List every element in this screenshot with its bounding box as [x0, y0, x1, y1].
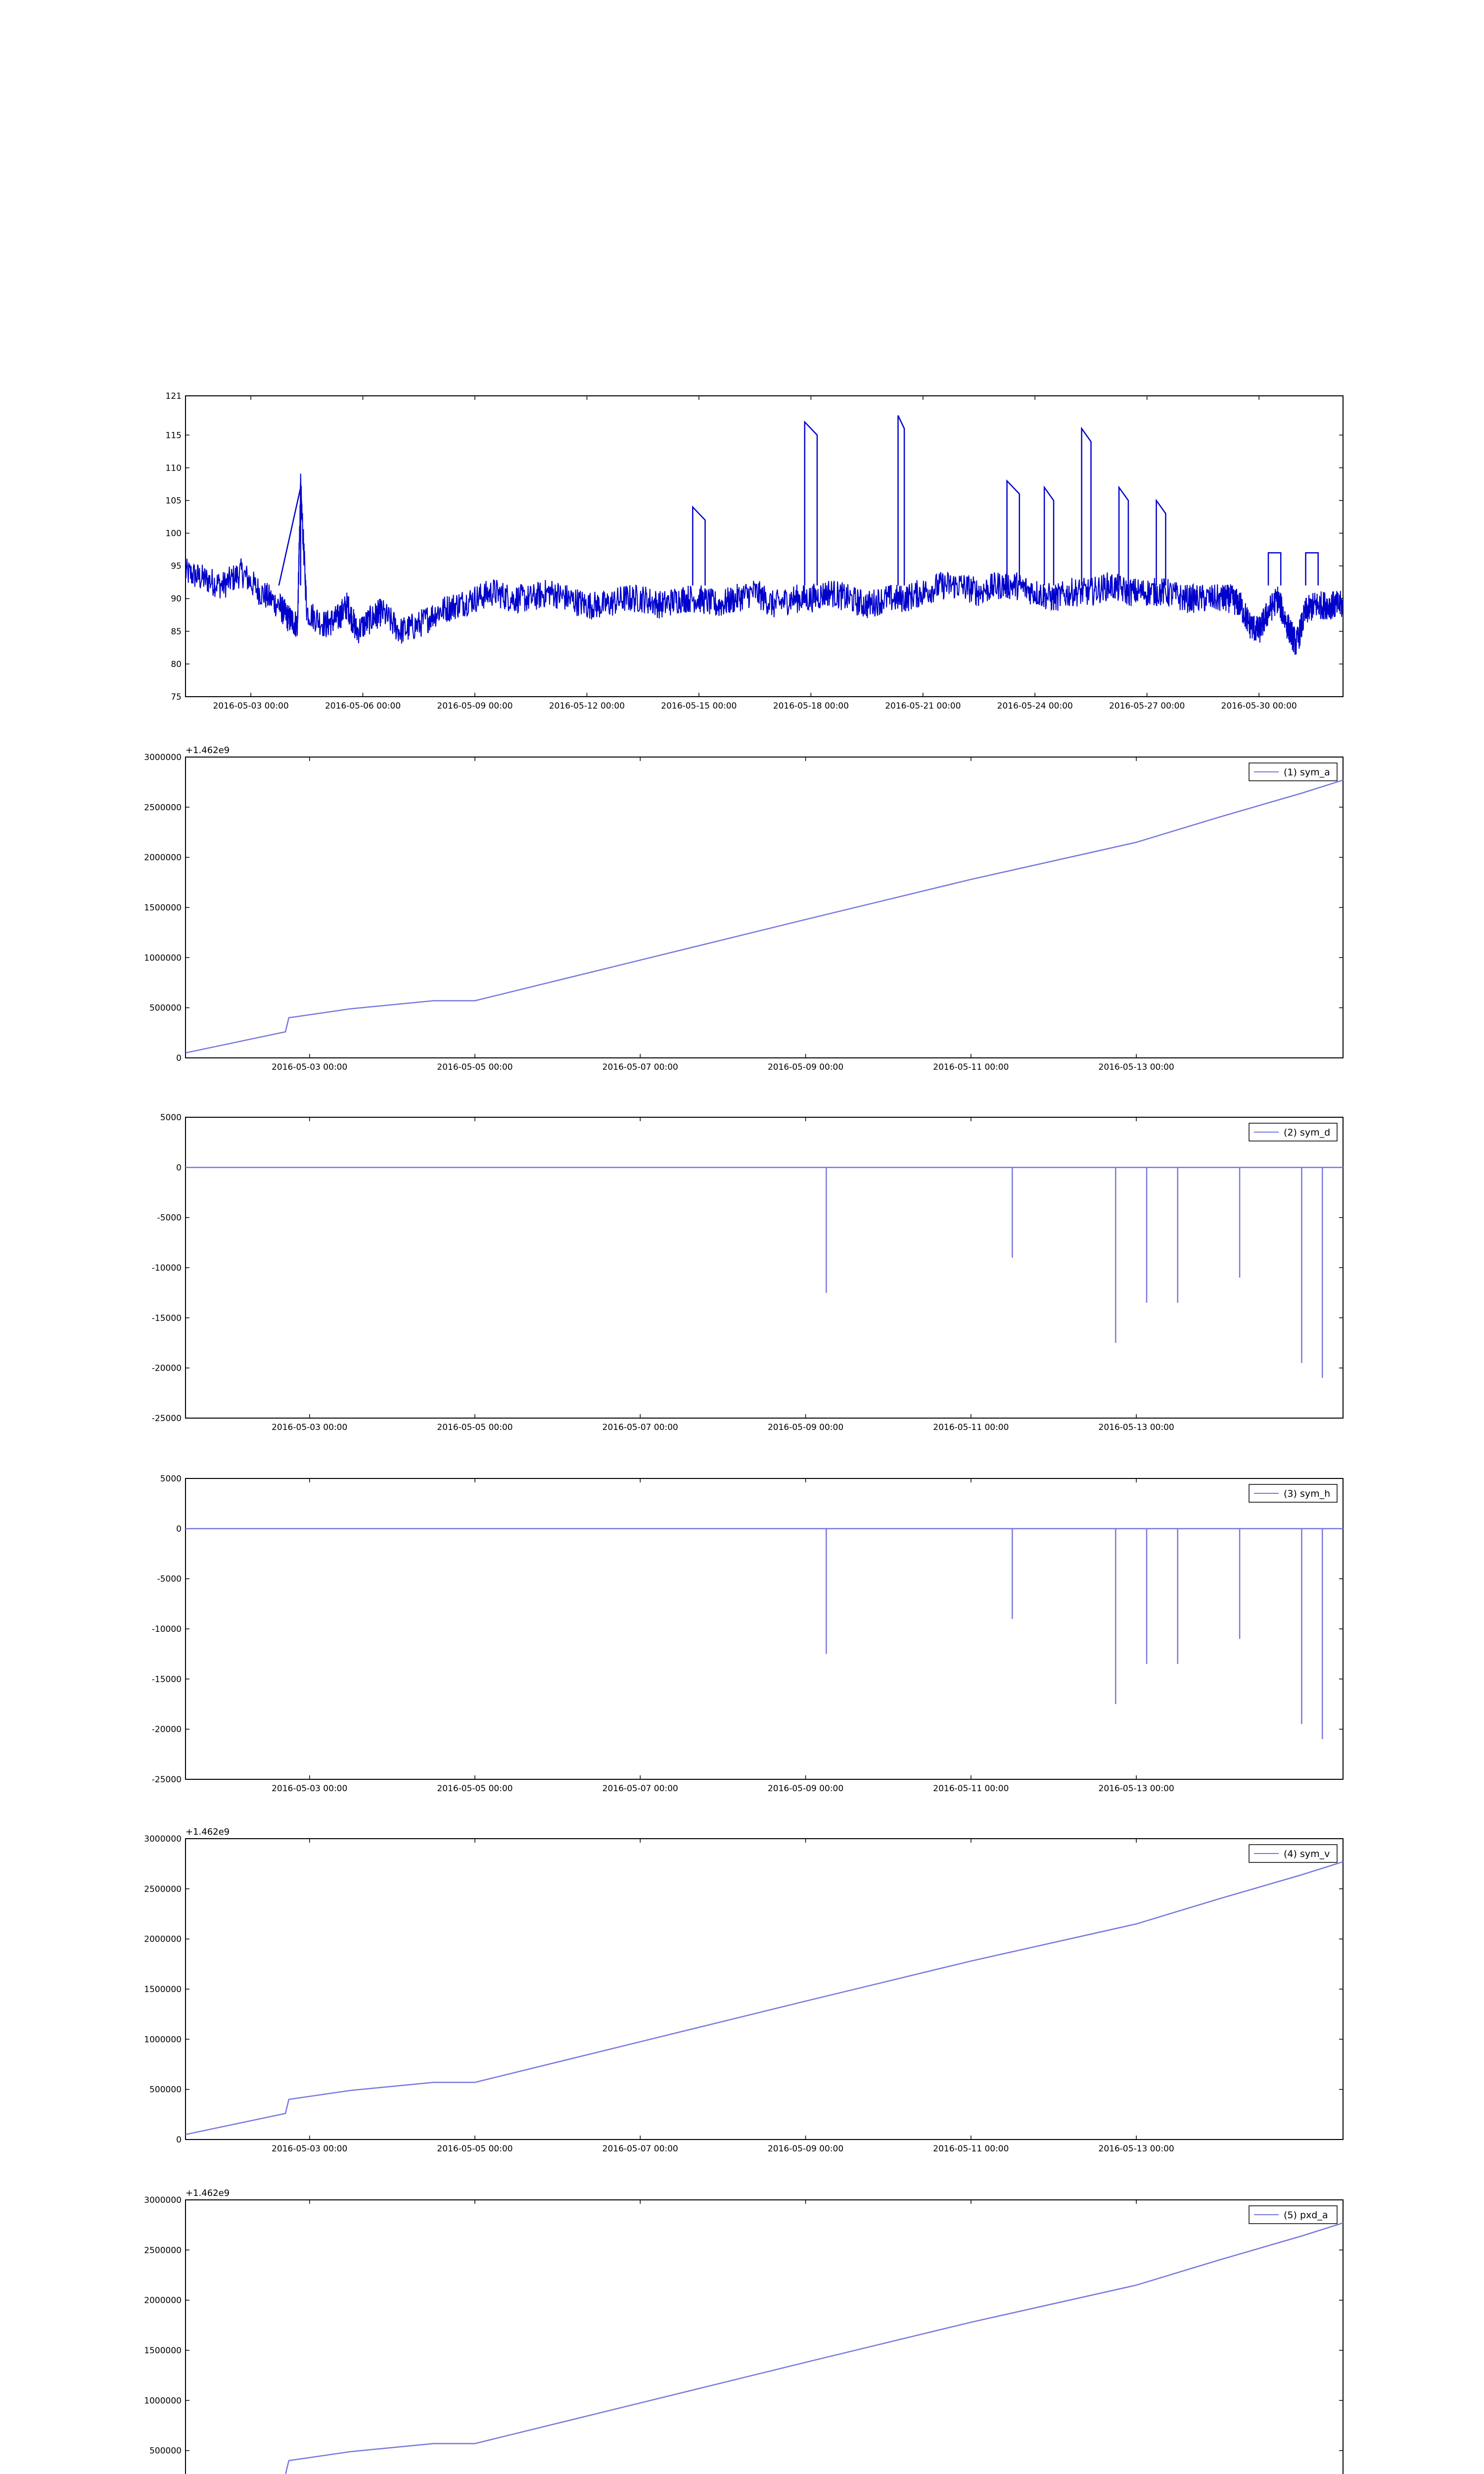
- plot-area: [186, 780, 1343, 1053]
- x-tick-label: 2016-05-27 00:00: [1109, 701, 1185, 711]
- y-tick-label: 115: [165, 430, 182, 441]
- x-tick-label: 2016-05-11 00:00: [933, 1784, 1009, 1794]
- series-line: [186, 1862, 1343, 2135]
- x-tick-label: 2016-05-06 00:00: [325, 701, 401, 711]
- y-tick-label: 2500000: [144, 803, 182, 813]
- series-spike: [279, 487, 301, 585]
- series-line: [186, 2223, 1343, 2474]
- y-tick-label: 80: [171, 659, 182, 669]
- series-spike: [1007, 481, 1020, 585]
- plot-area: [186, 1528, 1343, 1739]
- y-tick-label: 1000000: [144, 2035, 182, 2045]
- x-tick-label: 2016-05-07 00:00: [602, 2144, 678, 2154]
- legend-label: (4) sym_v: [1284, 1849, 1330, 1859]
- x-tick-label: 2016-05-07 00:00: [602, 1062, 678, 1072]
- x-tick-label: 2016-05-03 00:00: [272, 1423, 348, 1432]
- y-tick-label: -20000: [151, 1363, 182, 1374]
- y-tick-label: 0: [176, 1053, 182, 1063]
- y-tick-label: 2500000: [144, 1884, 182, 1895]
- x-tick-label: 2016-05-30 00:00: [1221, 701, 1297, 711]
- x-tick-label: 2016-05-03 00:00: [272, 1062, 348, 1072]
- plot-frame: [186, 1478, 1343, 1779]
- legend-label: (2) sym_d: [1284, 1127, 1331, 1138]
- x-tick-label: 2016-05-18 00:00: [773, 701, 849, 711]
- x-tick-label: 2016-05-24 00:00: [997, 701, 1073, 711]
- y-tick-label: -10000: [151, 1624, 182, 1634]
- plot-area: [186, 1167, 1343, 1378]
- x-tick-label: 2016-05-11 00:00: [933, 1062, 1009, 1072]
- legend-label: (5) pxd_a: [1284, 2210, 1328, 2221]
- legend: [1249, 1845, 1337, 1862]
- chart-panel-5: [144, 1827, 1343, 2154]
- plot-area: [186, 416, 1343, 655]
- chart-panel-4: [152, 1474, 1343, 1794]
- series-spike: [1119, 487, 1128, 585]
- y-tick-label: -5000: [157, 1213, 182, 1223]
- x-tick-label: 2016-05-05 00:00: [437, 2144, 513, 2154]
- x-tick-label: 2016-05-21 00:00: [885, 701, 961, 711]
- y-tick-label: -10000: [151, 1263, 182, 1273]
- y-tick-label: -15000: [151, 1674, 182, 1685]
- y-tick-label: -15000: [151, 1313, 182, 1324]
- x-tick-label: 2016-05-09 00:00: [437, 701, 513, 711]
- y-tick-label: 500000: [149, 2085, 182, 2095]
- y-tick-label: 5000: [160, 1113, 182, 1123]
- legend-label: (1) sym_a: [1284, 767, 1330, 778]
- y-tick-label: 75: [171, 692, 182, 702]
- series-spike: [1044, 487, 1054, 585]
- y-tick-label: 1500000: [144, 2346, 182, 2356]
- axis-offset-label: +1.462e9: [186, 1827, 230, 1837]
- x-tick-label: 2016-05-09 00:00: [767, 1423, 844, 1432]
- x-tick-label: 2016-05-13 00:00: [1098, 1062, 1174, 1072]
- y-tick-label: 2000000: [144, 2295, 182, 2306]
- y-tick-label: 1000000: [144, 2396, 182, 2406]
- y-tick-label: 0: [176, 2135, 182, 2145]
- chart-panel-3: [152, 1113, 1343, 1432]
- y-tick-label: 2000000: [144, 1934, 182, 1945]
- y-tick-label: 2500000: [144, 2245, 182, 2256]
- y-tick-label: 3000000: [144, 1834, 182, 1844]
- legend-label: (3) sym_h: [1284, 1488, 1331, 1499]
- y-tick-label: 1500000: [144, 1985, 182, 1995]
- legend: [1249, 763, 1337, 781]
- plot-frame: [186, 757, 1343, 1058]
- x-tick-label: 2016-05-11 00:00: [933, 1423, 1009, 1432]
- y-tick-label: 5000: [160, 1474, 182, 1484]
- series-spike: [1157, 500, 1166, 585]
- plot-frame: [186, 2200, 1343, 2474]
- x-tick-label: 2016-05-03 00:00: [213, 701, 289, 711]
- x-tick-label: 2016-05-09 00:00: [767, 2144, 844, 2154]
- x-tick-label: 2016-05-07 00:00: [602, 1423, 678, 1432]
- chart-panel-6: [144, 2188, 1343, 2474]
- x-tick-label: 2016-05-13 00:00: [1098, 2144, 1174, 2154]
- y-tick-label: 100: [165, 528, 182, 539]
- series-spike: [1306, 553, 1318, 585]
- y-tick-label: 1000000: [144, 953, 182, 963]
- x-tick-label: 2016-05-03 00:00: [272, 2144, 348, 2154]
- y-tick-label: 1500000: [144, 903, 182, 913]
- x-tick-label: 2016-05-07 00:00: [602, 1784, 678, 1794]
- x-tick-label: 2016-05-05 00:00: [437, 1062, 513, 1072]
- y-tick-label: 85: [171, 626, 182, 637]
- series-spike: [693, 507, 705, 586]
- legend: [1249, 1123, 1337, 1141]
- y-tick-label: -25000: [151, 1775, 182, 1785]
- x-tick-label: 2016-05-09 00:00: [767, 1062, 844, 1072]
- y-tick-label: 500000: [149, 1003, 182, 1013]
- y-tick-label: -5000: [157, 1574, 182, 1584]
- y-tick-label: 95: [171, 561, 182, 571]
- x-tick-label: 2016-05-05 00:00: [437, 1784, 513, 1794]
- y-tick-label: 500000: [149, 2446, 182, 2456]
- x-tick-label: 2016-05-05 00:00: [437, 1423, 513, 1432]
- legend: [1249, 1484, 1337, 1502]
- y-tick-label: -25000: [151, 1414, 182, 1424]
- plot-frame: [186, 396, 1343, 697]
- x-tick-label: 2016-05-03 00:00: [272, 1784, 348, 1794]
- y-tick-label: 90: [171, 594, 182, 604]
- y-tick-label: 0: [176, 1163, 182, 1173]
- series-line: [186, 474, 1343, 655]
- y-tick-label: 121: [165, 391, 182, 401]
- x-tick-label: 2016-05-09 00:00: [767, 1784, 844, 1794]
- x-tick-label: 2016-05-11 00:00: [933, 2144, 1009, 2154]
- series-line: [186, 780, 1343, 1053]
- y-tick-label: 2000000: [144, 853, 182, 863]
- y-tick-label: 110: [165, 463, 182, 474]
- series-spike: [898, 416, 904, 586]
- legend: [1249, 2206, 1337, 2224]
- series-spike: [1082, 428, 1091, 585]
- plot-frame: [186, 1117, 1343, 1418]
- plot-frame: [186, 1839, 1343, 2140]
- chart-panel-1: [166, 391, 1343, 711]
- x-tick-label: 2016-05-15 00:00: [661, 701, 737, 711]
- y-tick-label: 3000000: [144, 2195, 182, 2205]
- x-tick-label: 2016-05-13 00:00: [1098, 1423, 1174, 1432]
- y-tick-label: 0: [176, 1524, 182, 1534]
- y-tick-label: 105: [165, 496, 182, 506]
- plot-area: [186, 1862, 1343, 2135]
- y-tick-label: -20000: [151, 1724, 182, 1735]
- y-tick-label: 3000000: [144, 753, 182, 762]
- plot-area: [186, 2223, 1343, 2474]
- axis-offset-label: +1.462e9: [186, 745, 230, 756]
- series-spike: [805, 422, 817, 585]
- chart-panel-2: [144, 745, 1343, 1072]
- x-tick-label: 2016-05-12 00:00: [549, 701, 625, 711]
- series-spike: [1268, 553, 1281, 585]
- x-tick-label: 2016-05-13 00:00: [1098, 1784, 1174, 1794]
- axis-offset-label: +1.462e9: [186, 2188, 230, 2198]
